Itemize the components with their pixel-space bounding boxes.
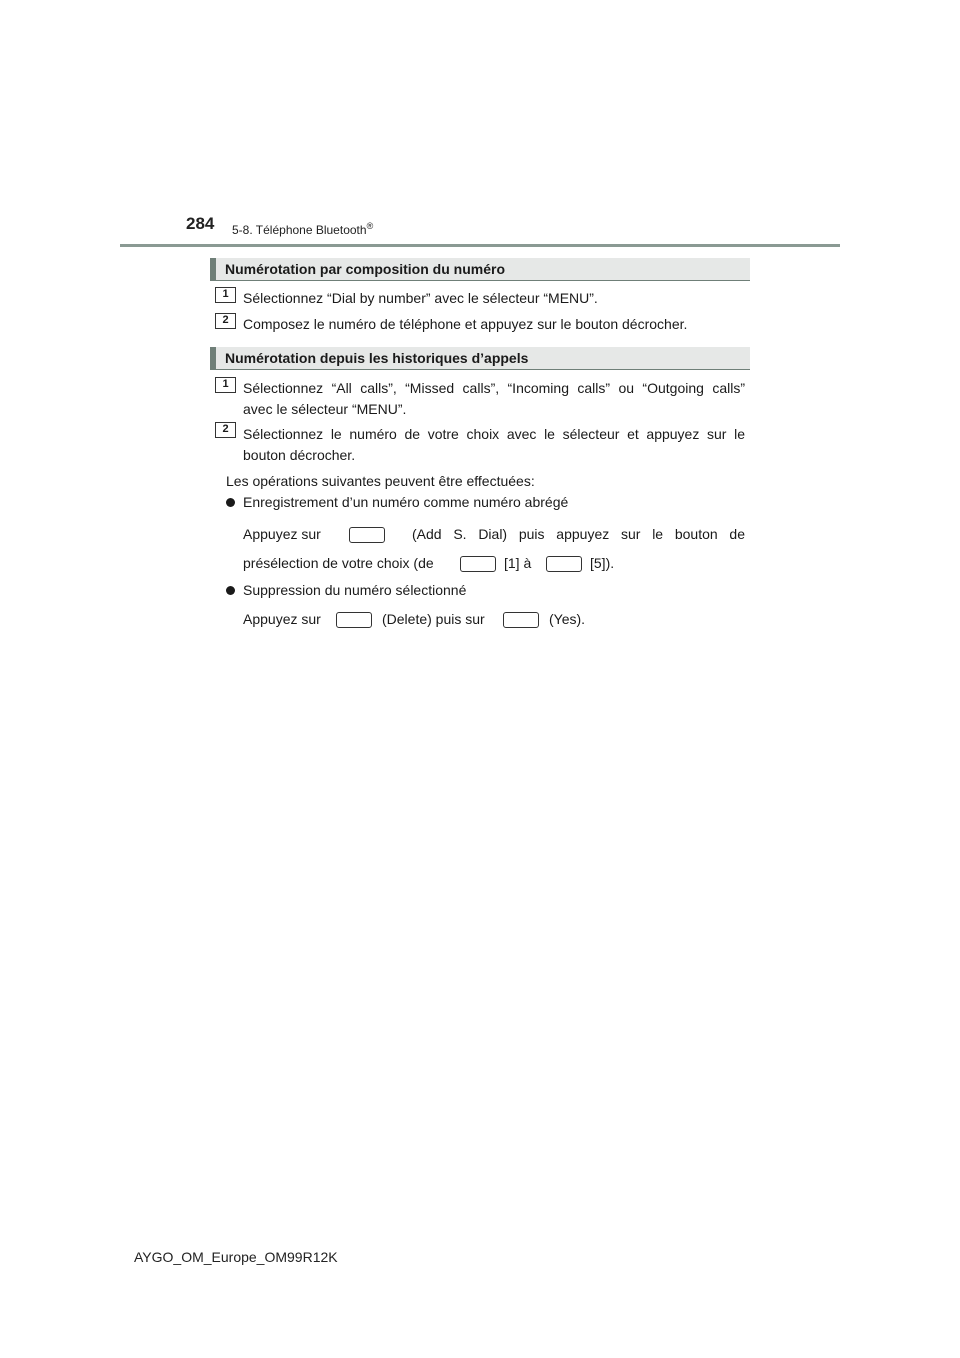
add-s-dial-button-icon [349,527,385,543]
operation-title: Enregistrement d’un numéro comme numéro abrégé [243,494,569,510]
step-badge-2: 2 [215,313,236,329]
step-badge-1: 1 [215,287,236,303]
step-badge-2: 2 [215,422,236,438]
operation-text: (Delete) puis sur [382,611,485,627]
operation-text: (Yes). [549,611,586,627]
step-text-line: Sélectionnez le numéro de votre choix avec le sélecteur et appuyez sur le [243,426,745,442]
preset-1-button-icon [460,556,496,572]
step-text-line: Sélectionnez “All calls”, “Missed calls”, “Incoming calls” ou “Outgoing calls” [243,380,745,396]
section-title: Numérotation depuis les historiques d’appels [225,350,529,366]
bullet-icon [226,586,235,595]
step-badge-1: 1 [215,377,236,393]
step-text: Composez le numéro de téléphone et appuyez sur le bouton décrocher. [243,316,688,332]
step-text-line: avec le sélecteur “MENU”. [243,401,407,417]
operations-intro: Les opérations suivantes peuvent être effectuées: [226,473,535,489]
header-rule [120,244,840,247]
operation-text: Appuyez sur [243,611,321,627]
operation-text: Appuyez sur [243,526,321,542]
bullet-icon [226,498,235,507]
section-heading-dial-by-number [210,258,750,281]
preset-5-button-icon [546,556,582,572]
section-heading-call-history [210,347,750,370]
step-text: Sélectionnez “Dial by number” avec le sélecteur “MENU”. [243,290,598,306]
yes-button-icon [503,612,539,628]
operation-title: Suppression du numéro sélectionné [243,582,467,598]
section-accent [210,258,216,281]
section-accent [210,347,216,370]
operation-text: (Add S. Dial) puis appuyez sur le bouton de [412,526,745,542]
step-text-line: bouton décrocher. [243,447,356,463]
delete-button-icon [336,612,372,628]
operation-text: présélection de votre choix (de [243,555,434,571]
document-code: AYGO_OM_Europe_OM99R12K [134,1249,338,1265]
chapter-title [232,221,373,237]
operation-text: [1] à [504,555,532,571]
chapter-text: 5-8. Téléphone Bluetooth [232,223,367,237]
page-number: 284 [186,214,215,233]
registered-mark: ® [366,221,374,231]
operation-text: [5]). [590,555,615,571]
section-title: Numérotation par composition du numéro [225,261,506,277]
